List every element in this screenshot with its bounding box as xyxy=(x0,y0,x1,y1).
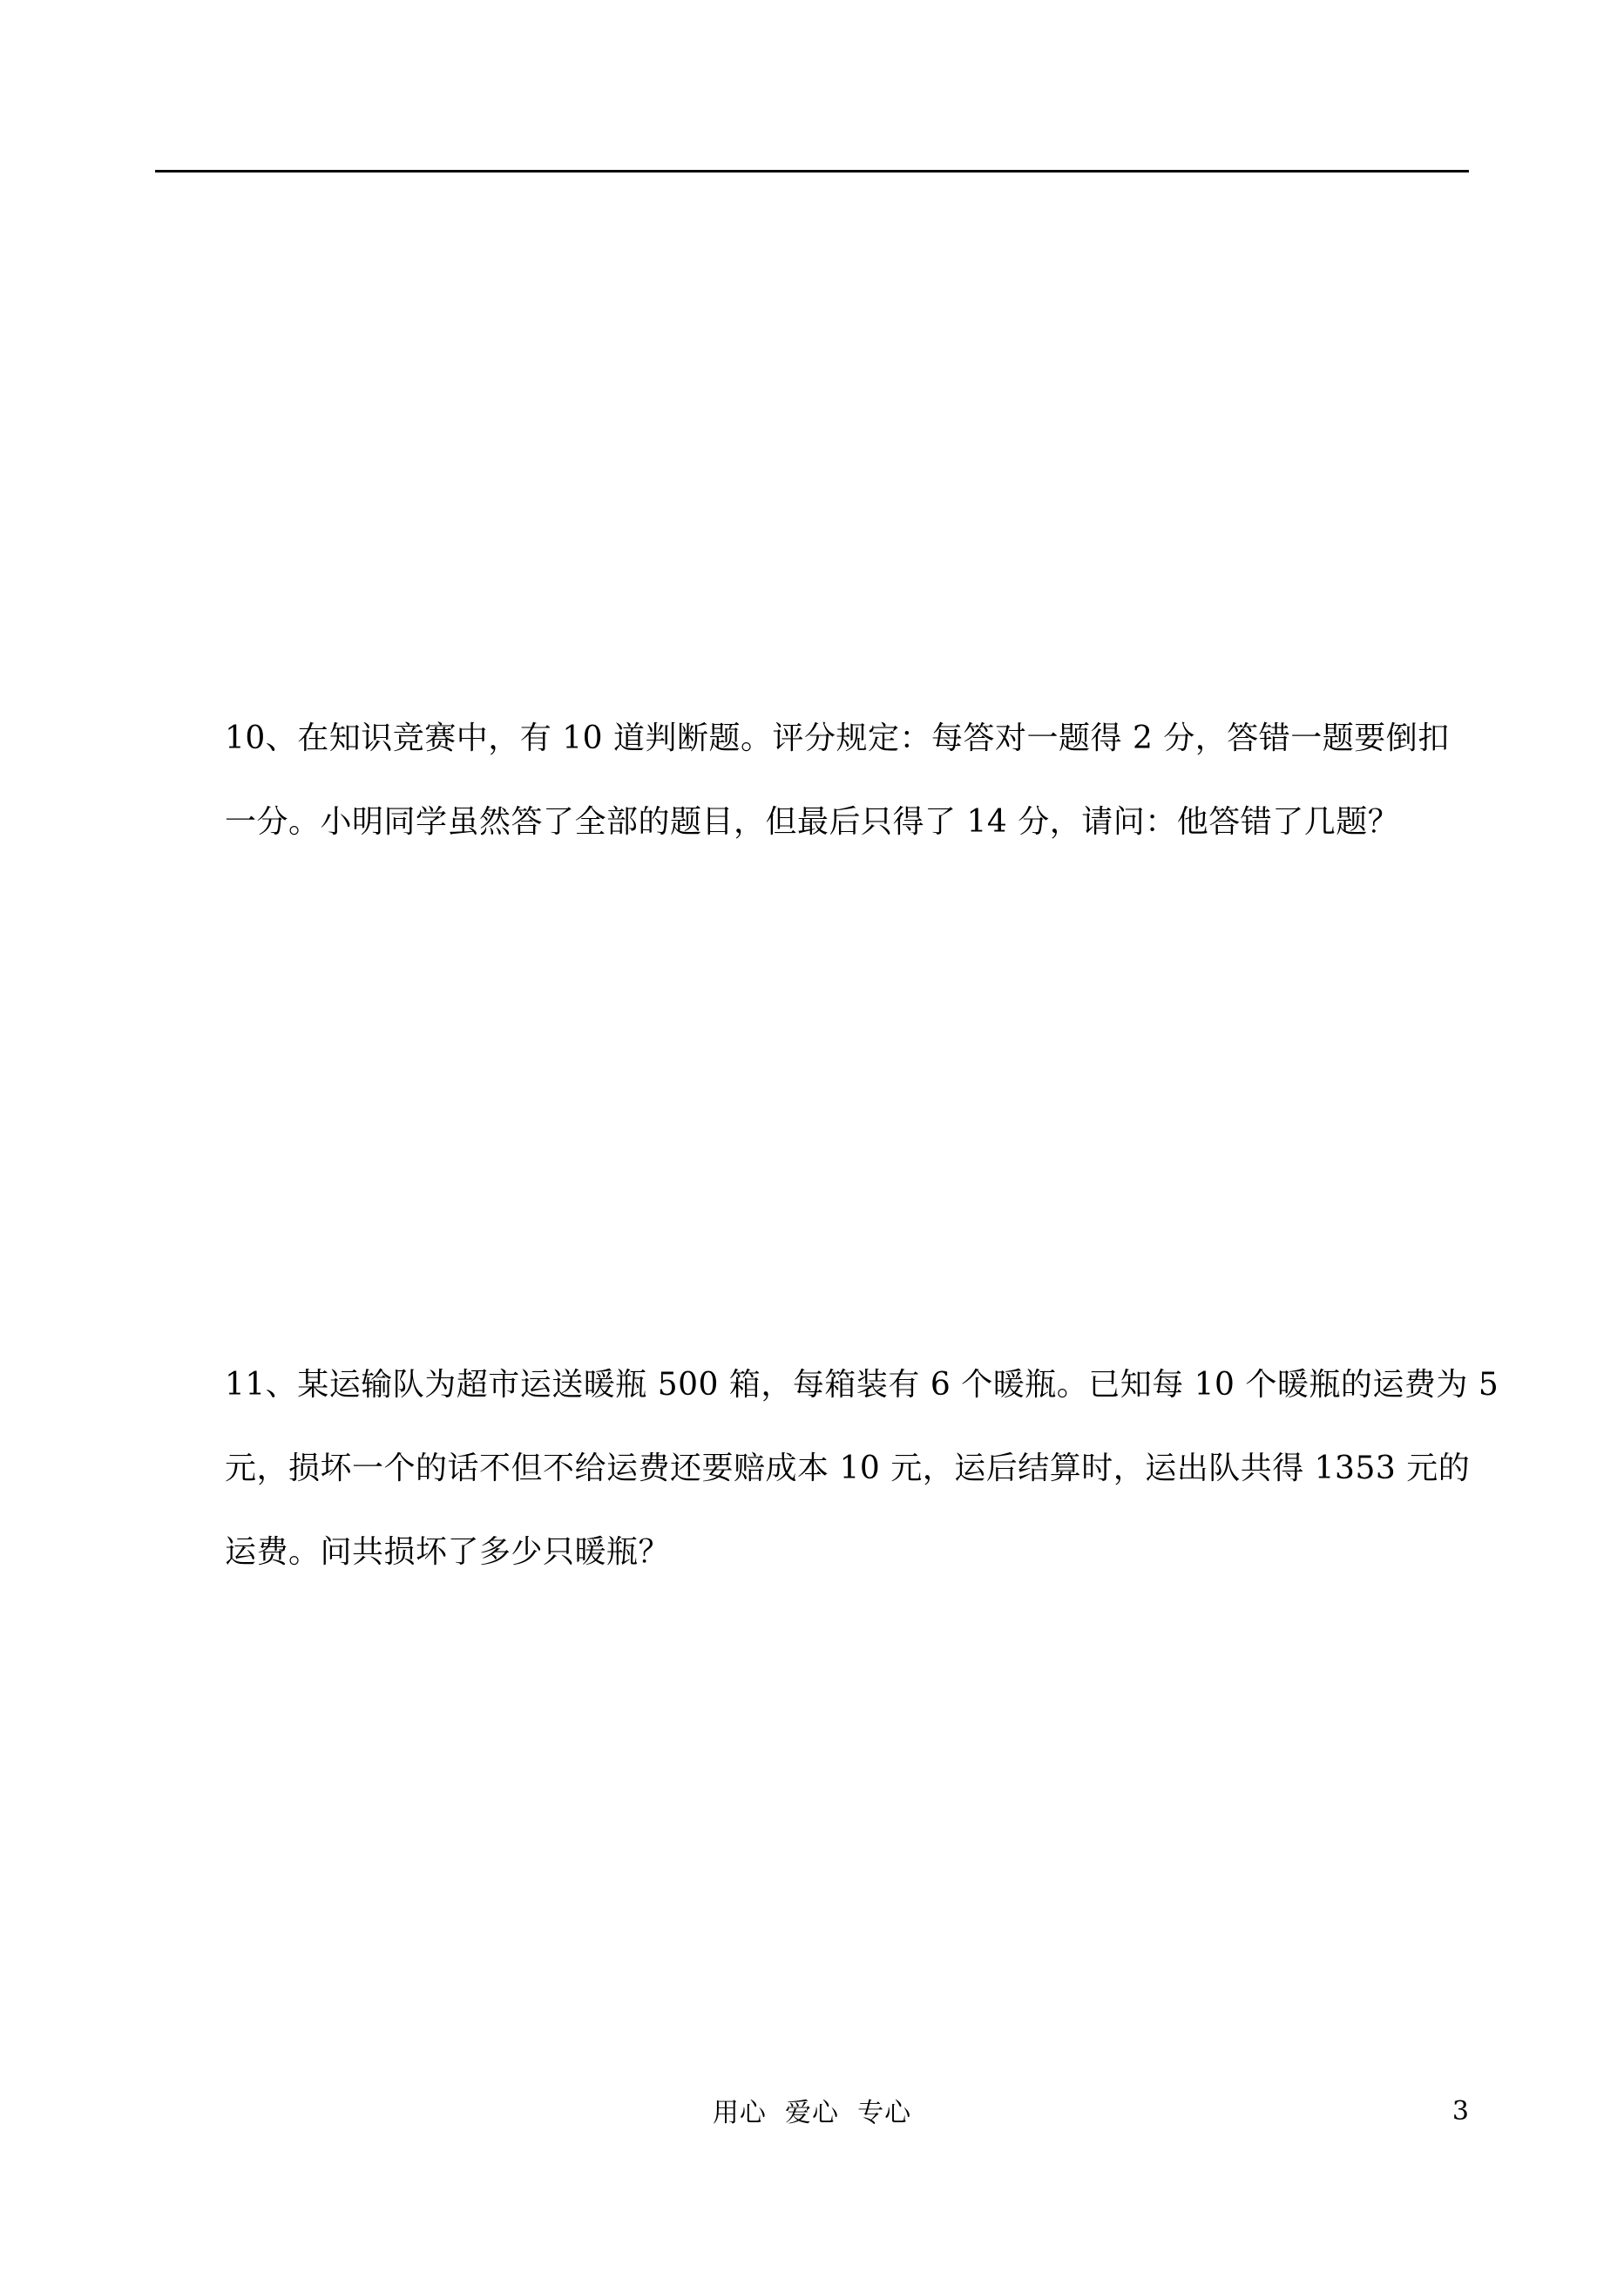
question-10 xyxy=(225,697,1471,864)
question-11-line-2: 元，损坏一个的话不但不给运费还要赔成本 10 元，运后结算时，运出队共得 1353 元的 xyxy=(225,1451,1471,1486)
question-11-line-3: 运费。问共损坏了多少只暖瓶？ xyxy=(225,1534,671,1570)
question-10-line-1: 10、在知识竞赛中，有 10 道判断题。评分规定：每答对一题得 2 分，答错一题要倒扣 xyxy=(225,720,1450,756)
footer-motto: 用心 爱心 专心 xyxy=(712,2098,912,2128)
header-rule xyxy=(155,170,1469,172)
question-10-line-2: 一分。小明同学虽然答了全部的题目，但最后只得了 14 分，请问：他答错了几题？ xyxy=(225,804,1400,840)
question-11-line-1: 11、某运输队为超市运送暖瓶 500 箱，每箱装有 6 个暖瓶。已知每 10 个暖瓶的运费为 5 xyxy=(225,1367,1499,1403)
page-number: 3 xyxy=(1451,2096,1469,2127)
question-11 xyxy=(225,1343,1499,1594)
